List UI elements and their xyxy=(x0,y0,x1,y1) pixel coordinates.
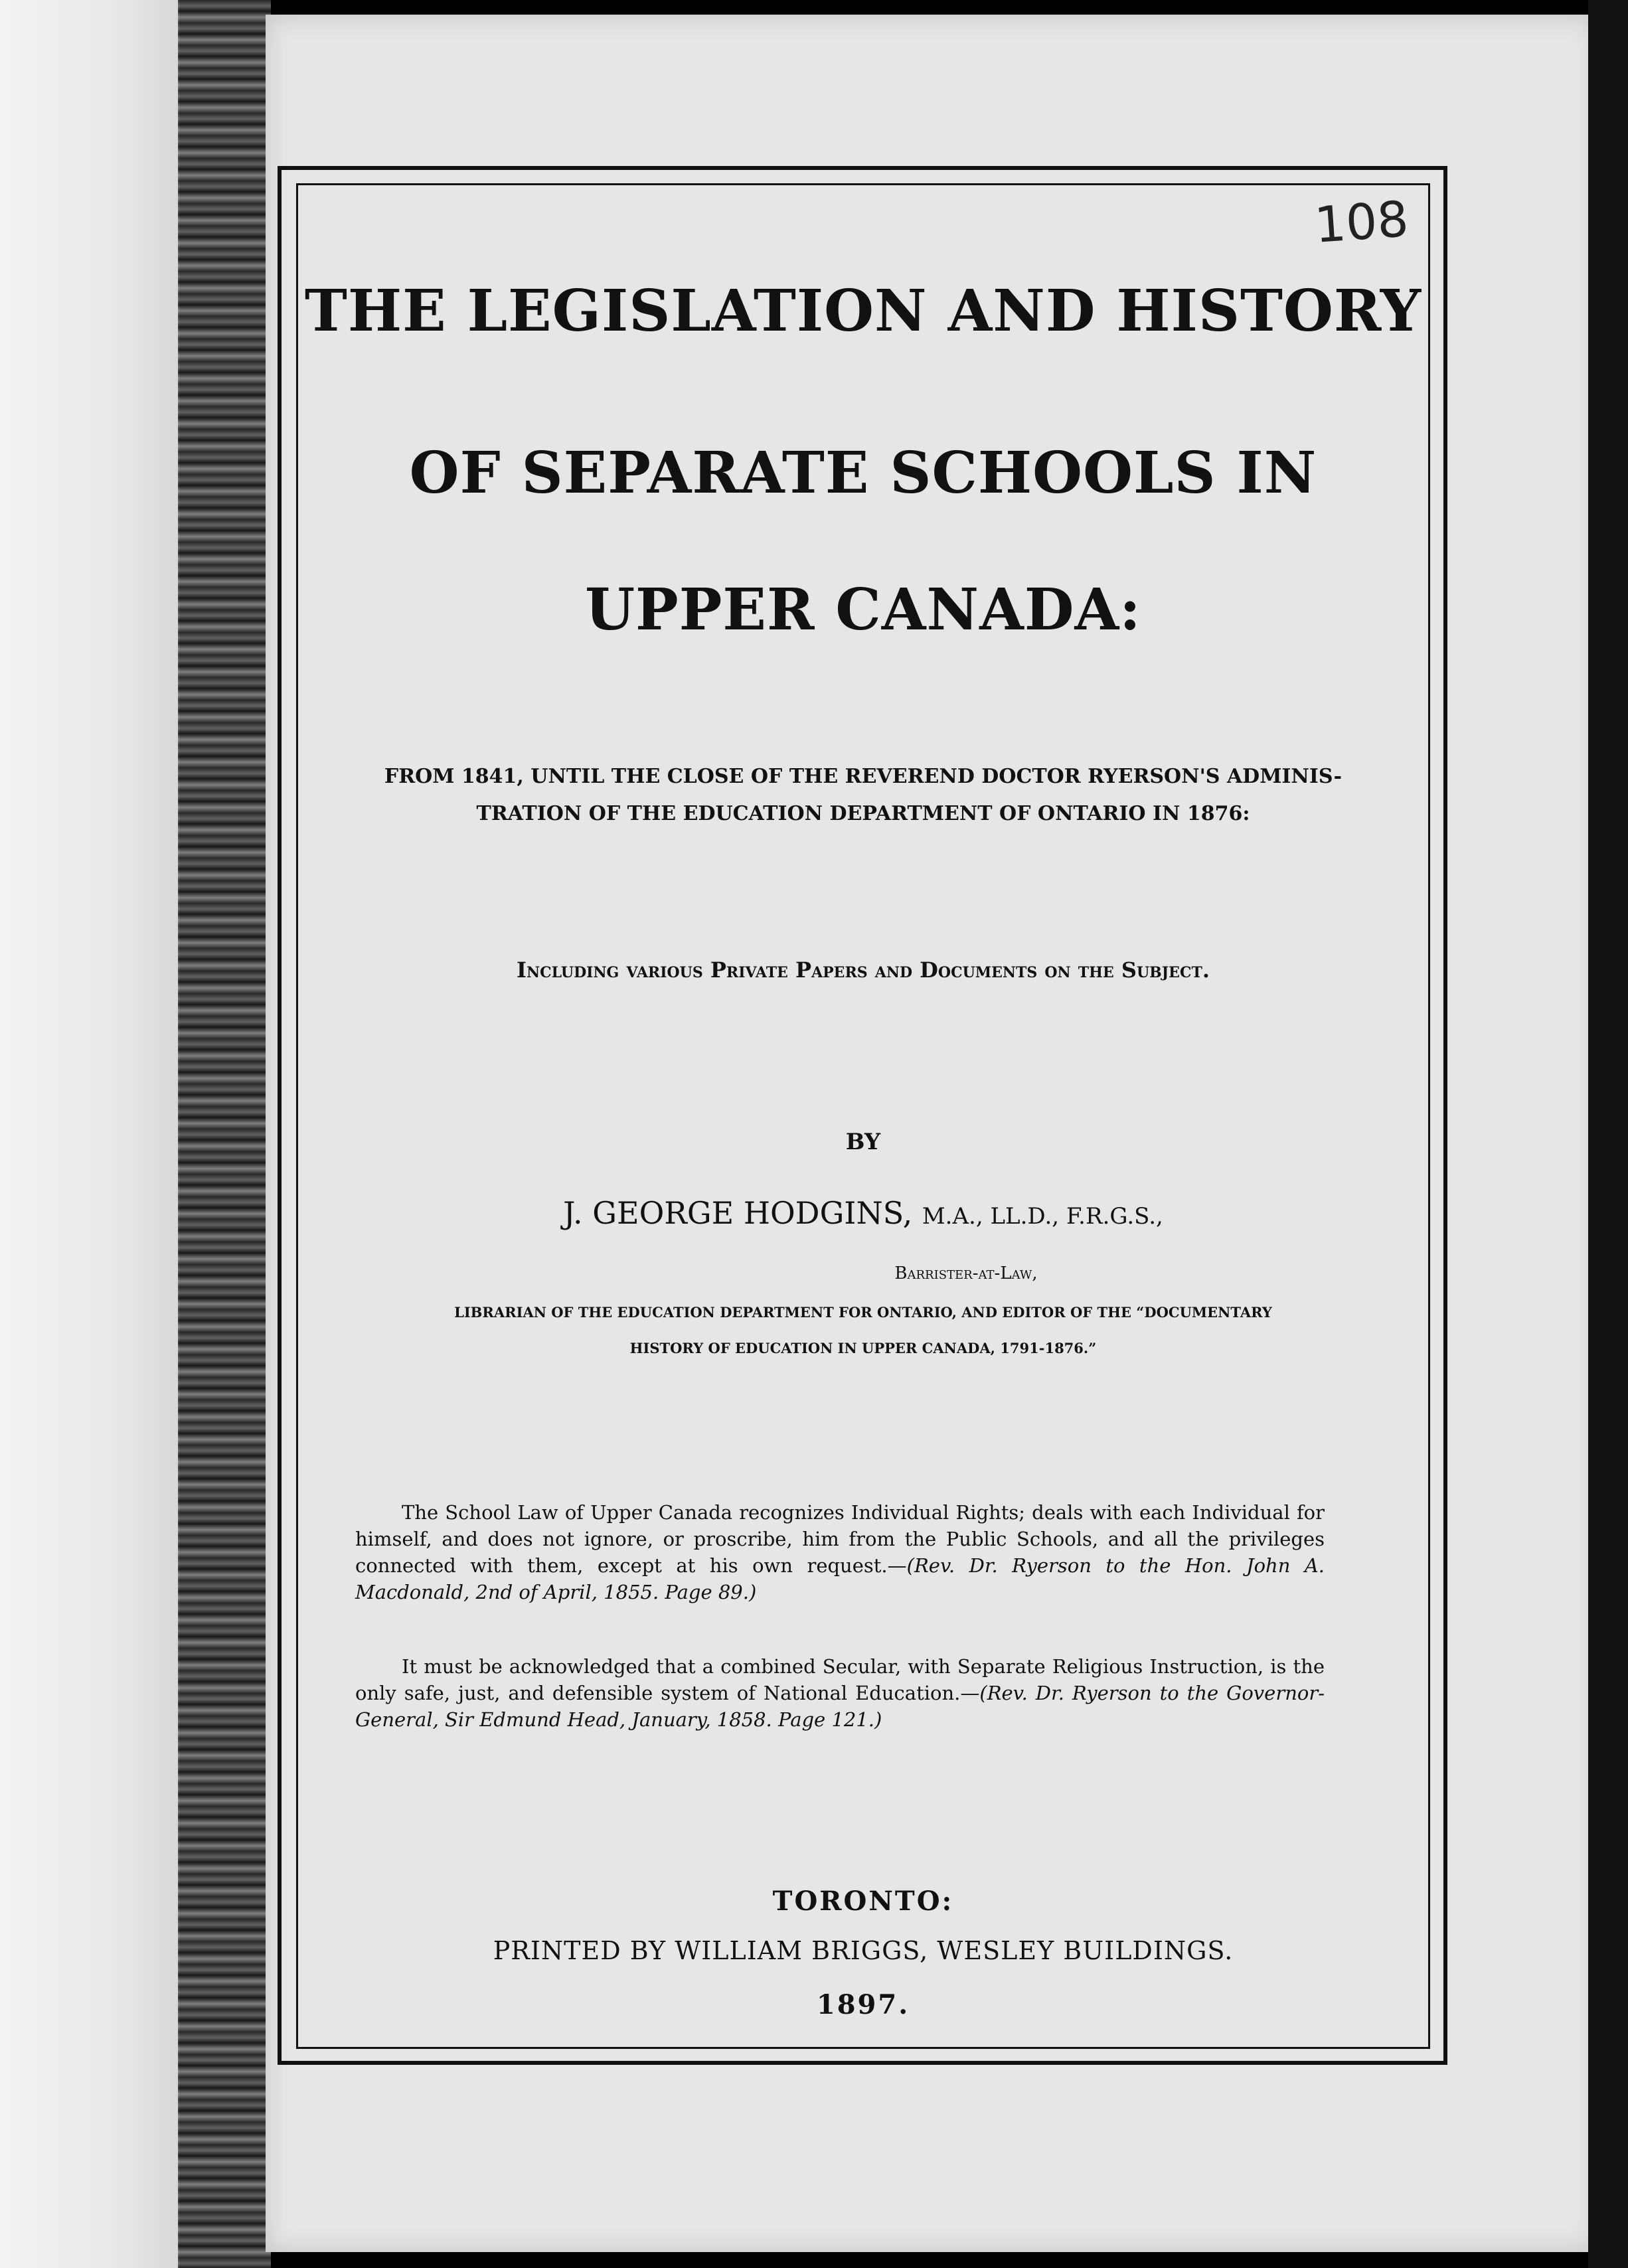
by-label: BY xyxy=(845,1129,881,1155)
author-role-line-2: HISTORY OF EDUCATION IN UPPER CANADA, 1791-1876.” xyxy=(629,1340,1097,1356)
handwritten-page-number: 108 xyxy=(1313,191,1411,254)
quote-1-citation: (Rev. Dr. Ryerson to the Hon. John A. Macdonald, 2nd of April, 1855. Page 89.) xyxy=(355,1554,1325,1603)
title-line-3: UPPER CANADA: xyxy=(585,576,1141,643)
quote-2-text: It must be acknowledged that a combined Secular, with Separate Religious Instruction, is the only safe, just, and defensible system of National Education.— xyxy=(355,1655,1325,1704)
right-page-edge xyxy=(1588,0,1628,2268)
subtitle-line-2: TRATION OF THE EDUCATION DEPARTMENT OF ONTARIO IN 1876: xyxy=(476,802,1250,825)
imprint-printer: PRINTED BY WILLIAM BRIGGS, WESLEY BUILDINGS. xyxy=(493,1936,1234,1965)
epigraph-quote-1 xyxy=(355,1499,1325,1605)
book-spine-edge xyxy=(178,0,271,2268)
including-line: Including various Private Papers and Documents on the Subject. xyxy=(517,957,1210,983)
title-line-1: THE LEGISLATION AND HISTORY xyxy=(304,278,1422,345)
author-role-line-1: LIBRARIAN OF THE EDUCATION DEPARTMENT FOR ONTARIO, AND EDITOR OF THE “DOCUMENTARY xyxy=(454,1304,1272,1321)
imprint-city: TORONTO: xyxy=(772,1886,954,1917)
imprint-year: 1897. xyxy=(816,1989,910,2020)
facing-page-margin xyxy=(0,0,179,2268)
author-name: J. GEORGE HODGINS, xyxy=(563,1195,913,1231)
subtitle-line-1: FROM 1841, UNTIL THE CLOSE OF THE REVEREND DOCTOR RYERSON'S ADMINIS- xyxy=(384,765,1343,788)
quote-2-citation: (Rev. Dr. Ryerson to the Governor-General, Sir Edmund Head, January, 1858. Page 121.) xyxy=(355,1682,1325,1731)
quote-1-text: The School Law of Upper Canada recognizes Individual Rights; deals with each Individual for himself, and does not ignore, or proscribe, him from the Public Schools, and all the privileges connected with them, except at his own request.— xyxy=(355,1501,1325,1577)
author-line xyxy=(299,1195,1427,1231)
author-credentials: M.A., LL.D., F.R.G.S., xyxy=(922,1203,1163,1230)
epigraph-quote-2 xyxy=(355,1653,1325,1733)
author-title: Barrister-at-Law, xyxy=(894,1263,1038,1283)
title-line-2: OF SEPARATE SCHOOLS IN xyxy=(409,440,1317,507)
